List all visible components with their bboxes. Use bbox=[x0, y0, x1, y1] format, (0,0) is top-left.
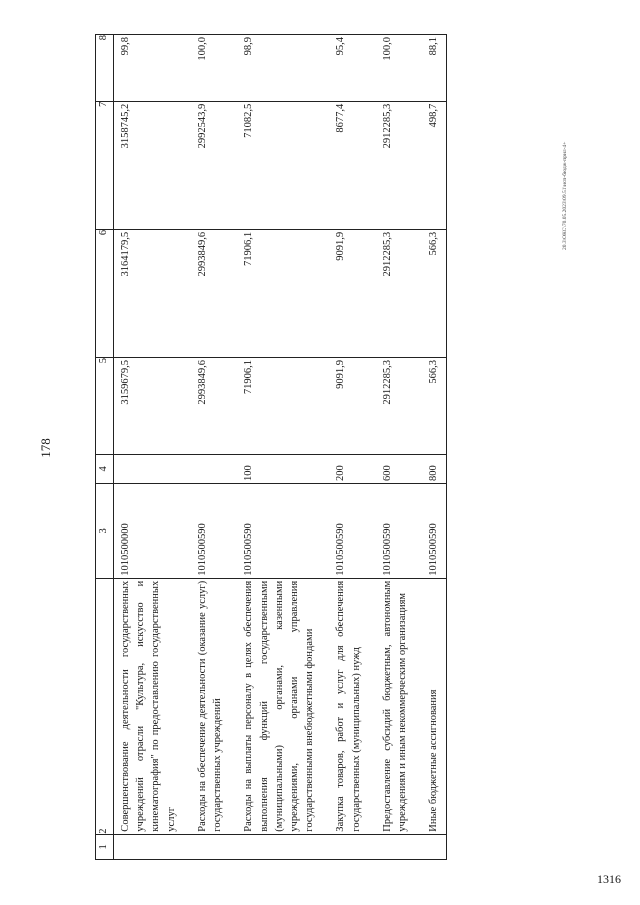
row-type: 100 bbox=[237, 454, 329, 483]
row-value-5: 2912285,3 bbox=[376, 357, 422, 454]
row-value-5: 9091,9 bbox=[329, 357, 375, 454]
header-row bbox=[96, 35, 114, 860]
page-number: 178 bbox=[38, 438, 53, 458]
row-code: 1010500590 bbox=[422, 484, 446, 579]
table-row bbox=[329, 35, 375, 860]
budget-table bbox=[95, 34, 447, 860]
row-type bbox=[191, 454, 237, 483]
empty-cell bbox=[329, 834, 375, 859]
empty-cell bbox=[422, 834, 446, 859]
table-row bbox=[191, 35, 237, 860]
row-value-8: 95,4 bbox=[329, 35, 375, 102]
row-name: Совершенствование деятельности государственных учреждений отрасли "Культура, искусство и кинематография" по предоставлению государственных услуг bbox=[114, 578, 191, 834]
header-cell: 8 bbox=[96, 35, 114, 102]
row-value-5: 71906,1 bbox=[237, 357, 329, 454]
row-value-8: 100,0 bbox=[191, 35, 237, 102]
row-value-8: 98,9 bbox=[237, 35, 329, 102]
table-row bbox=[376, 35, 422, 860]
row-value-6: 2912285,3 bbox=[376, 229, 422, 357]
header-cell: 3 bbox=[96, 484, 114, 579]
row-value-7: 71082,5 bbox=[237, 101, 329, 229]
header-cell: 4 bbox=[96, 454, 114, 483]
header-cell: 1 bbox=[96, 834, 114, 859]
row-value-6: 9091,9 bbox=[329, 229, 375, 357]
document-footer-code: 20.3\ОКС\70.05.2023\09.51\исп-бюдж-прил-4+ bbox=[562, 141, 568, 250]
row-value-5: 566,3 bbox=[422, 357, 446, 454]
row-value-8: 99,8 bbox=[114, 35, 191, 102]
row-value-8: 88,1 bbox=[422, 35, 446, 102]
row-name: Расходы на выплаты персоналу в целях обеспечения выполнения функций государственными (муниципальными) органами, казенными учреждениями, органами управления государственными внебюджетными фондами bbox=[237, 578, 329, 834]
table-row bbox=[422, 35, 446, 860]
row-value-7: 498,7 bbox=[422, 101, 446, 229]
empty-cell bbox=[114, 834, 191, 859]
row-value-8: 100,0 bbox=[376, 35, 422, 102]
row-value-5: 3159679,5 bbox=[114, 357, 191, 454]
row-code: 1010500590 bbox=[329, 484, 375, 579]
row-name: Расходы на обеспечение деятельности (оказание услуг) государственных учреждений bbox=[191, 578, 237, 834]
row-value-7: 8677,4 bbox=[329, 101, 375, 229]
row-type: 600 bbox=[376, 454, 422, 483]
row-value-6: 71906,1 bbox=[237, 229, 329, 357]
row-value-6: 3164179,5 bbox=[114, 229, 191, 357]
row-value-6: 566,3 bbox=[422, 229, 446, 357]
table-row bbox=[237, 35, 329, 860]
row-value-6: 2993849,6 bbox=[191, 229, 237, 357]
row-value-7: 3158745,2 bbox=[114, 101, 191, 229]
row-name: Предоставление субсидий бюджетным, автономным учреждениям и иным некоммерческим организациям bbox=[376, 578, 422, 834]
row-name: Закупка товаров, работ и услуг для обеспечения государственных (муниципальных) нужд bbox=[329, 578, 375, 834]
row-code: 1010500590 bbox=[191, 484, 237, 579]
row-value-7: 2912285,3 bbox=[376, 101, 422, 229]
budget-table-container bbox=[95, 34, 572, 860]
row-type bbox=[114, 454, 191, 483]
header-cell: 7 bbox=[96, 101, 114, 229]
row-type: 200 bbox=[329, 454, 375, 483]
row-value-5: 2993849,6 bbox=[191, 357, 237, 454]
row-type: 800 bbox=[422, 454, 446, 483]
empty-cell bbox=[191, 834, 237, 859]
header-cell: 2 bbox=[96, 578, 114, 834]
row-code: 1010500000 bbox=[114, 484, 191, 579]
row-value-7: 2992543,9 bbox=[191, 101, 237, 229]
row-code: 1010500590 bbox=[237, 484, 329, 579]
row-name: Иные бюджетные ассигнования bbox=[422, 578, 446, 834]
row-code: 1010500590 bbox=[376, 484, 422, 579]
header-cell: 6 bbox=[96, 229, 114, 357]
table-row bbox=[114, 35, 191, 860]
sheet-number: 1316 bbox=[597, 871, 621, 886]
header-cell: 5 bbox=[96, 357, 114, 454]
empty-cell bbox=[237, 834, 329, 859]
empty-cell bbox=[376, 834, 422, 859]
